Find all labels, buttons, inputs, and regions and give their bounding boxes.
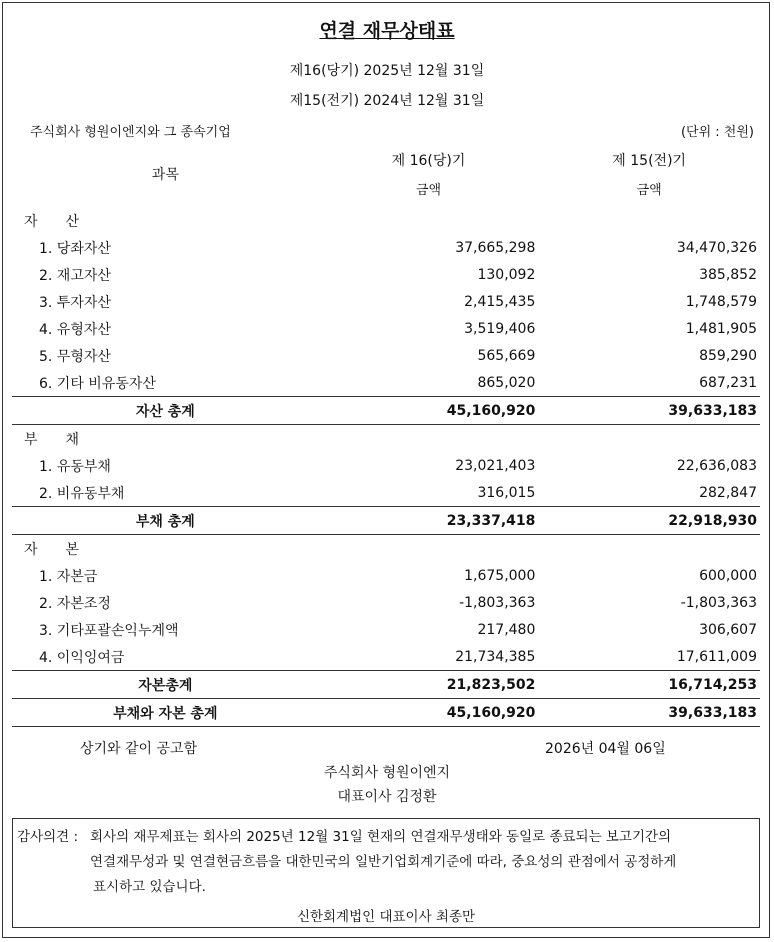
prior-total: 16,714,253 bbox=[538, 671, 760, 699]
total-row-equity bbox=[12, 671, 760, 699]
table-row bbox=[12, 479, 760, 507]
current-value: 316,015 bbox=[477, 484, 536, 501]
prior-value: 600,000 bbox=[699, 567, 757, 584]
prior-total: 22,918,930 bbox=[538, 507, 760, 535]
current-period: 제16(당기) 2025년 12월 31일 bbox=[289, 63, 485, 79]
audit-label: 감사의견 : bbox=[17, 829, 79, 845]
prior-grand-total: 39,633,183 bbox=[538, 699, 760, 727]
current-value: 217,480 bbox=[477, 621, 536, 638]
table-row bbox=[12, 589, 760, 616]
notice-date: 2026년 04월 06일 bbox=[545, 741, 666, 757]
audit-line-1: 회사의 재무제표는 회사의 2025년 12월 31일 현재의 연결재무생태와 동일로 종료되는 보고기간의 bbox=[90, 829, 672, 845]
row-label: 2. 비유동부채 bbox=[39, 485, 125, 502]
current-value: 865,020 bbox=[477, 374, 536, 391]
current-value: 2,415,435 bbox=[464, 293, 536, 310]
table-row bbox=[12, 288, 760, 315]
row-label: 1. 당좌자산 bbox=[39, 240, 111, 257]
current-value: 37,665,298 bbox=[455, 239, 536, 256]
section-label: 자 산 bbox=[24, 213, 80, 230]
row-label: 1. 유동부채 bbox=[39, 458, 111, 475]
audit-line-3: 표시하고 있습니다. bbox=[93, 879, 206, 895]
prior-value: 1,748,579 bbox=[685, 293, 757, 310]
row-label: 4. 이익잉여금 bbox=[39, 649, 125, 666]
table-row bbox=[12, 315, 760, 342]
prior-value: 859,290 bbox=[699, 347, 757, 364]
prior-value: 385,852 bbox=[699, 266, 757, 283]
prior-value: 282,847 bbox=[699, 484, 757, 501]
current-value: 565,669 bbox=[477, 347, 536, 364]
company-name: 주식회사 형원이엔지와 그 종속기업 bbox=[30, 125, 231, 140]
row-label: 4. 유형자산 bbox=[39, 321, 111, 338]
header-prior-amount: 금액 bbox=[636, 183, 662, 199]
prior-value: 22,636,083 bbox=[676, 457, 757, 474]
row-label: 3. 기타포괄손익누계액 bbox=[39, 622, 179, 639]
table-row bbox=[12, 452, 760, 479]
current-total: 21,823,502 bbox=[319, 671, 539, 699]
total-row-assets bbox=[12, 397, 760, 425]
grand-total-label: 부채와 자본 총계 bbox=[12, 699, 319, 727]
table-row bbox=[12, 562, 760, 589]
audit-line-2: 연결재무성과 및 연결현금흐름을 대한민국의 일반기업회계기준에 따라, 중요성의 관점에서 공정하게 bbox=[90, 854, 677, 870]
document-title: 연결 재무상태표 bbox=[319, 20, 455, 42]
section-row-liabilities bbox=[12, 425, 760, 453]
current-value: 130,092 bbox=[477, 266, 536, 283]
current-value: 3,519,406 bbox=[464, 320, 536, 337]
prior-value: 17,611,009 bbox=[676, 648, 757, 665]
total-row-liabilities bbox=[12, 507, 760, 535]
current-value: -1,803,363 bbox=[459, 594, 536, 611]
table-row bbox=[12, 616, 760, 643]
footer-company: 주식회사 형원이엔지 bbox=[323, 765, 451, 781]
prior-period: 제15(전기) 2024년 12월 31일 bbox=[289, 93, 485, 109]
prior-value: 34,470,326 bbox=[676, 239, 757, 256]
prior-value: 306,607 bbox=[699, 621, 757, 638]
table-row bbox=[12, 261, 760, 288]
current-total: 45,160,920 bbox=[319, 397, 539, 425]
section-label: 자 본 bbox=[24, 541, 80, 558]
notice-text: 상기와 같이 공고함 bbox=[80, 741, 198, 757]
current-total: 23,337,418 bbox=[319, 507, 539, 535]
header-prior: 제 15(전)기 bbox=[612, 152, 687, 169]
row-label: 3. 투자자산 bbox=[39, 294, 111, 311]
row-label: 1. 자본금 bbox=[39, 568, 98, 585]
header-current: 제 16(당)기 bbox=[391, 152, 466, 169]
row-label: 6. 기타 비유동자산 bbox=[39, 375, 156, 392]
balance-sheet-table bbox=[12, 145, 760, 727]
footer-ceo: 대표이사 김정환 bbox=[337, 789, 437, 805]
audit-signer: 신한회계법인 대표이사 최종만 bbox=[296, 909, 476, 925]
table-row bbox=[12, 643, 760, 671]
prior-value: 1,481,905 bbox=[685, 320, 757, 337]
prior-value: -1,803,363 bbox=[680, 594, 757, 611]
audit-opinion-box bbox=[12, 818, 760, 928]
current-grand-total: 45,160,920 bbox=[319, 699, 539, 727]
total-label: 부채 총계 bbox=[12, 507, 319, 535]
table-row bbox=[12, 342, 760, 369]
total-label: 자본총계 bbox=[12, 671, 319, 699]
prior-total: 39,633,183 bbox=[538, 397, 760, 425]
row-label: 5. 무형자산 bbox=[39, 348, 111, 365]
header-current-amount: 금액 bbox=[415, 183, 442, 199]
section-row-assets bbox=[12, 203, 760, 234]
total-label: 자산 총계 bbox=[12, 397, 319, 425]
current-value: 1,675,000 bbox=[464, 567, 536, 584]
unit-label: (단위 : 천원) bbox=[680, 125, 754, 140]
row-label: 2. 자본조정 bbox=[39, 595, 111, 612]
table-row bbox=[12, 369, 760, 397]
row-label: 2. 재고자산 bbox=[39, 267, 111, 284]
table-row bbox=[12, 234, 760, 261]
current-value: 23,021,403 bbox=[455, 457, 536, 474]
section-label: 부 채 bbox=[24, 431, 80, 448]
header-subject: 과목 bbox=[151, 167, 179, 183]
grand-total-row bbox=[12, 699, 760, 727]
current-value: 21,734,385 bbox=[455, 648, 536, 665]
section-row-equity bbox=[12, 535, 760, 563]
prior-value: 687,231 bbox=[699, 374, 757, 391]
